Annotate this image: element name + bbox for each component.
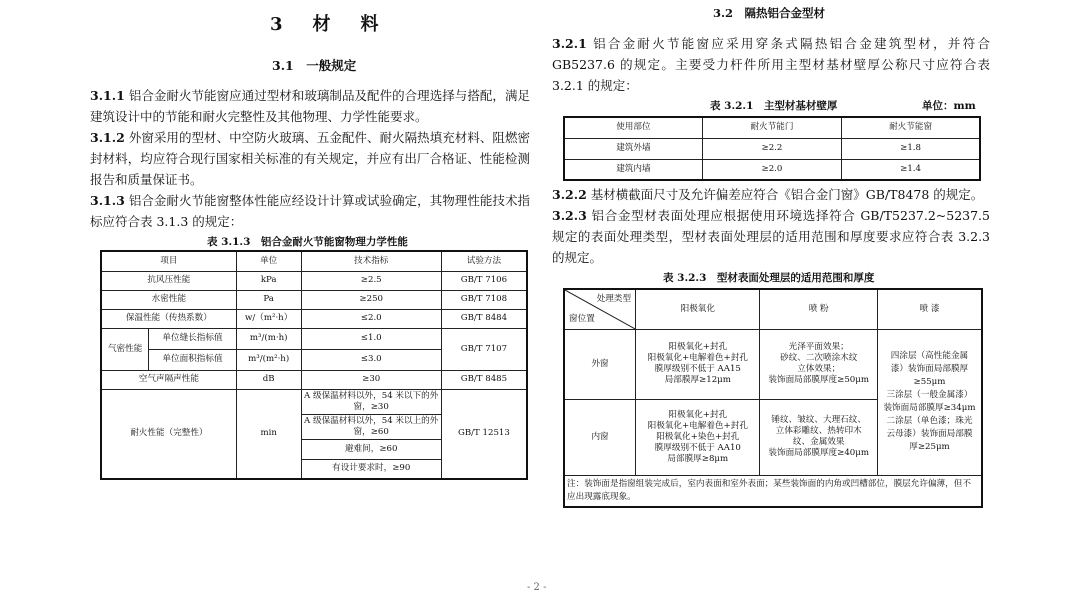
cell: w/（m²·h） (236, 309, 301, 328)
table-3-1-3-caption: 表 3.1.3 铝合金耐火节能窗物理力学性能 (207, 236, 408, 248)
cell: 阳极氧化+封孔 阳极氧化+电解着色+封孔 阳极氧化+染色+封孔 膜厚级别不低于 AA10 局部膜厚≥8μm (636, 399, 760, 475)
row-label-inner: 内窗 (564, 399, 636, 475)
cell: 阳极氧化+封孔 阳极氧化+电解着色+封孔 膜厚级别不低于 AA15 局部膜厚≥12μm (636, 329, 760, 399)
cell: 气密性能 (101, 328, 149, 370)
chapter-title: 3 材 料 (270, 14, 385, 35)
cell: GB/T 7108 (441, 290, 527, 309)
cell: ≥250 (301, 290, 441, 309)
table-3-2-3-caption: 表 3.2.3 型材表面处理层的适用范围和厚度 (663, 272, 875, 284)
para-number: 3.2.3 (552, 208, 587, 223)
para-3-2-3 (552, 205, 990, 268)
cell: m³/(m·h) (236, 328, 301, 349)
para-number: 3.2.2 (552, 187, 587, 202)
table-3-1-3 (100, 250, 528, 480)
cell: 建筑外墙 (564, 138, 702, 159)
cell: kPa (236, 271, 301, 290)
table-3-2-1-unit: 单位：mm (922, 100, 976, 112)
th-location: 使用部位 (564, 117, 702, 138)
table-note: 注：装饰面是指窗组装完成后，室内表面和室外表面；某些装饰面的内角或凹槽部位，膜层允许偏薄，但不应出现露底现象。 (564, 475, 982, 507)
cell: 光泽平面效果； 砂纹、二次喷涂木纹 立体效果； 装饰面局部膜厚度≥50μm (760, 329, 877, 399)
cell: 保温性能（传热系数） (101, 309, 236, 328)
th-unit: 单位 (236, 251, 301, 271)
th-item: 项目 (101, 251, 236, 271)
cell: ≥30 (301, 370, 441, 389)
cell: 四涂层（高性能金属 漆）装饰面局部膜厚 ≥55μm 三涂层（一般金属漆） 装饰面局部膜厚≥34μm 二涂层（单色漆；珠光 云母漆）装饰面局部膜 厚≥25μm (877, 329, 982, 475)
cell: ≥1.4 (842, 159, 980, 180)
para-text: 基材横截面尺寸及允许偏差应符合《铝合金门窗》GB/T8478 的规定。 (590, 187, 984, 202)
para-number: 3.1.3 (90, 193, 125, 208)
cell: 避难间，≥60 (301, 439, 441, 459)
th-index: 技术指标 (301, 251, 441, 271)
th-door: 耐火节能门 (702, 117, 841, 138)
cell: min (236, 389, 301, 479)
para-3-2-2 (552, 184, 990, 205)
para-3-1-2 (90, 127, 530, 190)
page-number: - 2 - (527, 582, 547, 593)
table-3-2-1 (563, 116, 981, 181)
cell: GB/T 7107 (441, 328, 527, 370)
cell: dB (236, 370, 301, 389)
para-text: 铝合金型材表面处理应根据使用环境选择符合 GB/T5237.2~5237.5 规定的表面处理类型，型材表面处理层的适用范围和厚度要求应符合表 3.2.3 的规定。 (552, 208, 990, 265)
cell: 建筑内墙 (564, 159, 702, 180)
section-3-1-title: 3.1 一般规定 (272, 58, 357, 73)
table-3-2-3 (563, 288, 983, 508)
cell: Pa (236, 290, 301, 309)
cell: ≤1.0 (301, 328, 441, 349)
para-number: 3.1.2 (90, 130, 125, 145)
th-paint: 喷 漆 (877, 289, 982, 329)
cell: 有设计要求时，≥90 (301, 459, 441, 479)
cell: 空气声隔声性能 (101, 370, 236, 389)
cell: 单位面积指标值 (149, 349, 236, 370)
table-3-2-1-caption: 表 3.2.1 主型材基材壁厚 (710, 100, 838, 112)
cell: 单位缝长指标值 (149, 328, 236, 349)
cell: GB/T 7106 (441, 271, 527, 290)
para-3-1-1 (90, 85, 530, 127)
para-text: 铝合金耐火节能窗整体性能应经设计计算或试验确定，其物理性能技术指标应符合表 3.1.3 的规定： (90, 193, 530, 229)
cell: ≥2.2 (702, 138, 841, 159)
th-window: 耐火节能窗 (842, 117, 980, 138)
cell: ≥2.5 (301, 271, 441, 290)
cell: A 级保温材料以外，54 米以下的外窗，≥30 (301, 389, 441, 414)
cell: A 级保温材料以外，54 米以上的外窗，≥60 (301, 414, 441, 439)
th-powder: 喷 粉 (760, 289, 877, 329)
cell: ≤3.0 (301, 349, 441, 370)
diag-top-label: 处理类型 (596, 294, 632, 304)
diag-bottom-label: 窗位置 (569, 313, 595, 324)
cell: GB/T 8484 (441, 309, 527, 328)
para-number: 3.1.1 (90, 88, 125, 103)
cell: 水密性能 (101, 290, 236, 309)
para-text: 铝合金耐火节能窗应采用穿条式隔热铝合金建筑型材，并符合 GB5237.6 的规定。主要受力杆件所用主型材基材壁厚公称尺寸应符合表 3.2.1 的规定： (552, 36, 990, 93)
para-text: 铝合金耐火节能窗应通过型材和玻璃制品及配件的合理选择与搭配，满足建筑设计中的节能和耐火完整性及其他物理、力学性能要求。 (90, 88, 530, 124)
cell: 耐火性能（完整性） (101, 389, 236, 479)
para-3-2-1 (552, 33, 990, 96)
cell: GB/T 12513 (441, 389, 527, 479)
th-anodize: 阳极氧化 (636, 289, 760, 329)
cell: 锤纹、皱纹、大理石纹、 立体彩雕纹、热转印木 纹、金属效果 装饰面局部膜厚度≥40μm (760, 399, 877, 475)
cell: 抗风压性能 (101, 271, 236, 290)
cell: ≤2.0 (301, 309, 441, 328)
th-method: 试验方法 (441, 251, 527, 271)
cell: GB/T 8485 (441, 370, 527, 389)
cell: ≥1.8 (842, 138, 980, 159)
diagonal-header (564, 289, 636, 329)
cell: ≥2.0 (702, 159, 841, 180)
row-label-outer: 外窗 (564, 329, 636, 399)
para-text: 外窗采用的型材、中空防火玻璃、五金配件、耐火隔热填充材料、阻燃密封材料，均应符合现行国家相关标准的有关规定，并应有出厂合格证、性能检测报告和质量保证书。 (90, 130, 530, 187)
para-3-1-3 (90, 190, 530, 232)
para-number: 3.2.1 (552, 36, 587, 51)
cell: m³/(m²·h) (236, 349, 301, 370)
section-3-2-title: 3.2 隔热铝合金型材 (713, 6, 826, 20)
